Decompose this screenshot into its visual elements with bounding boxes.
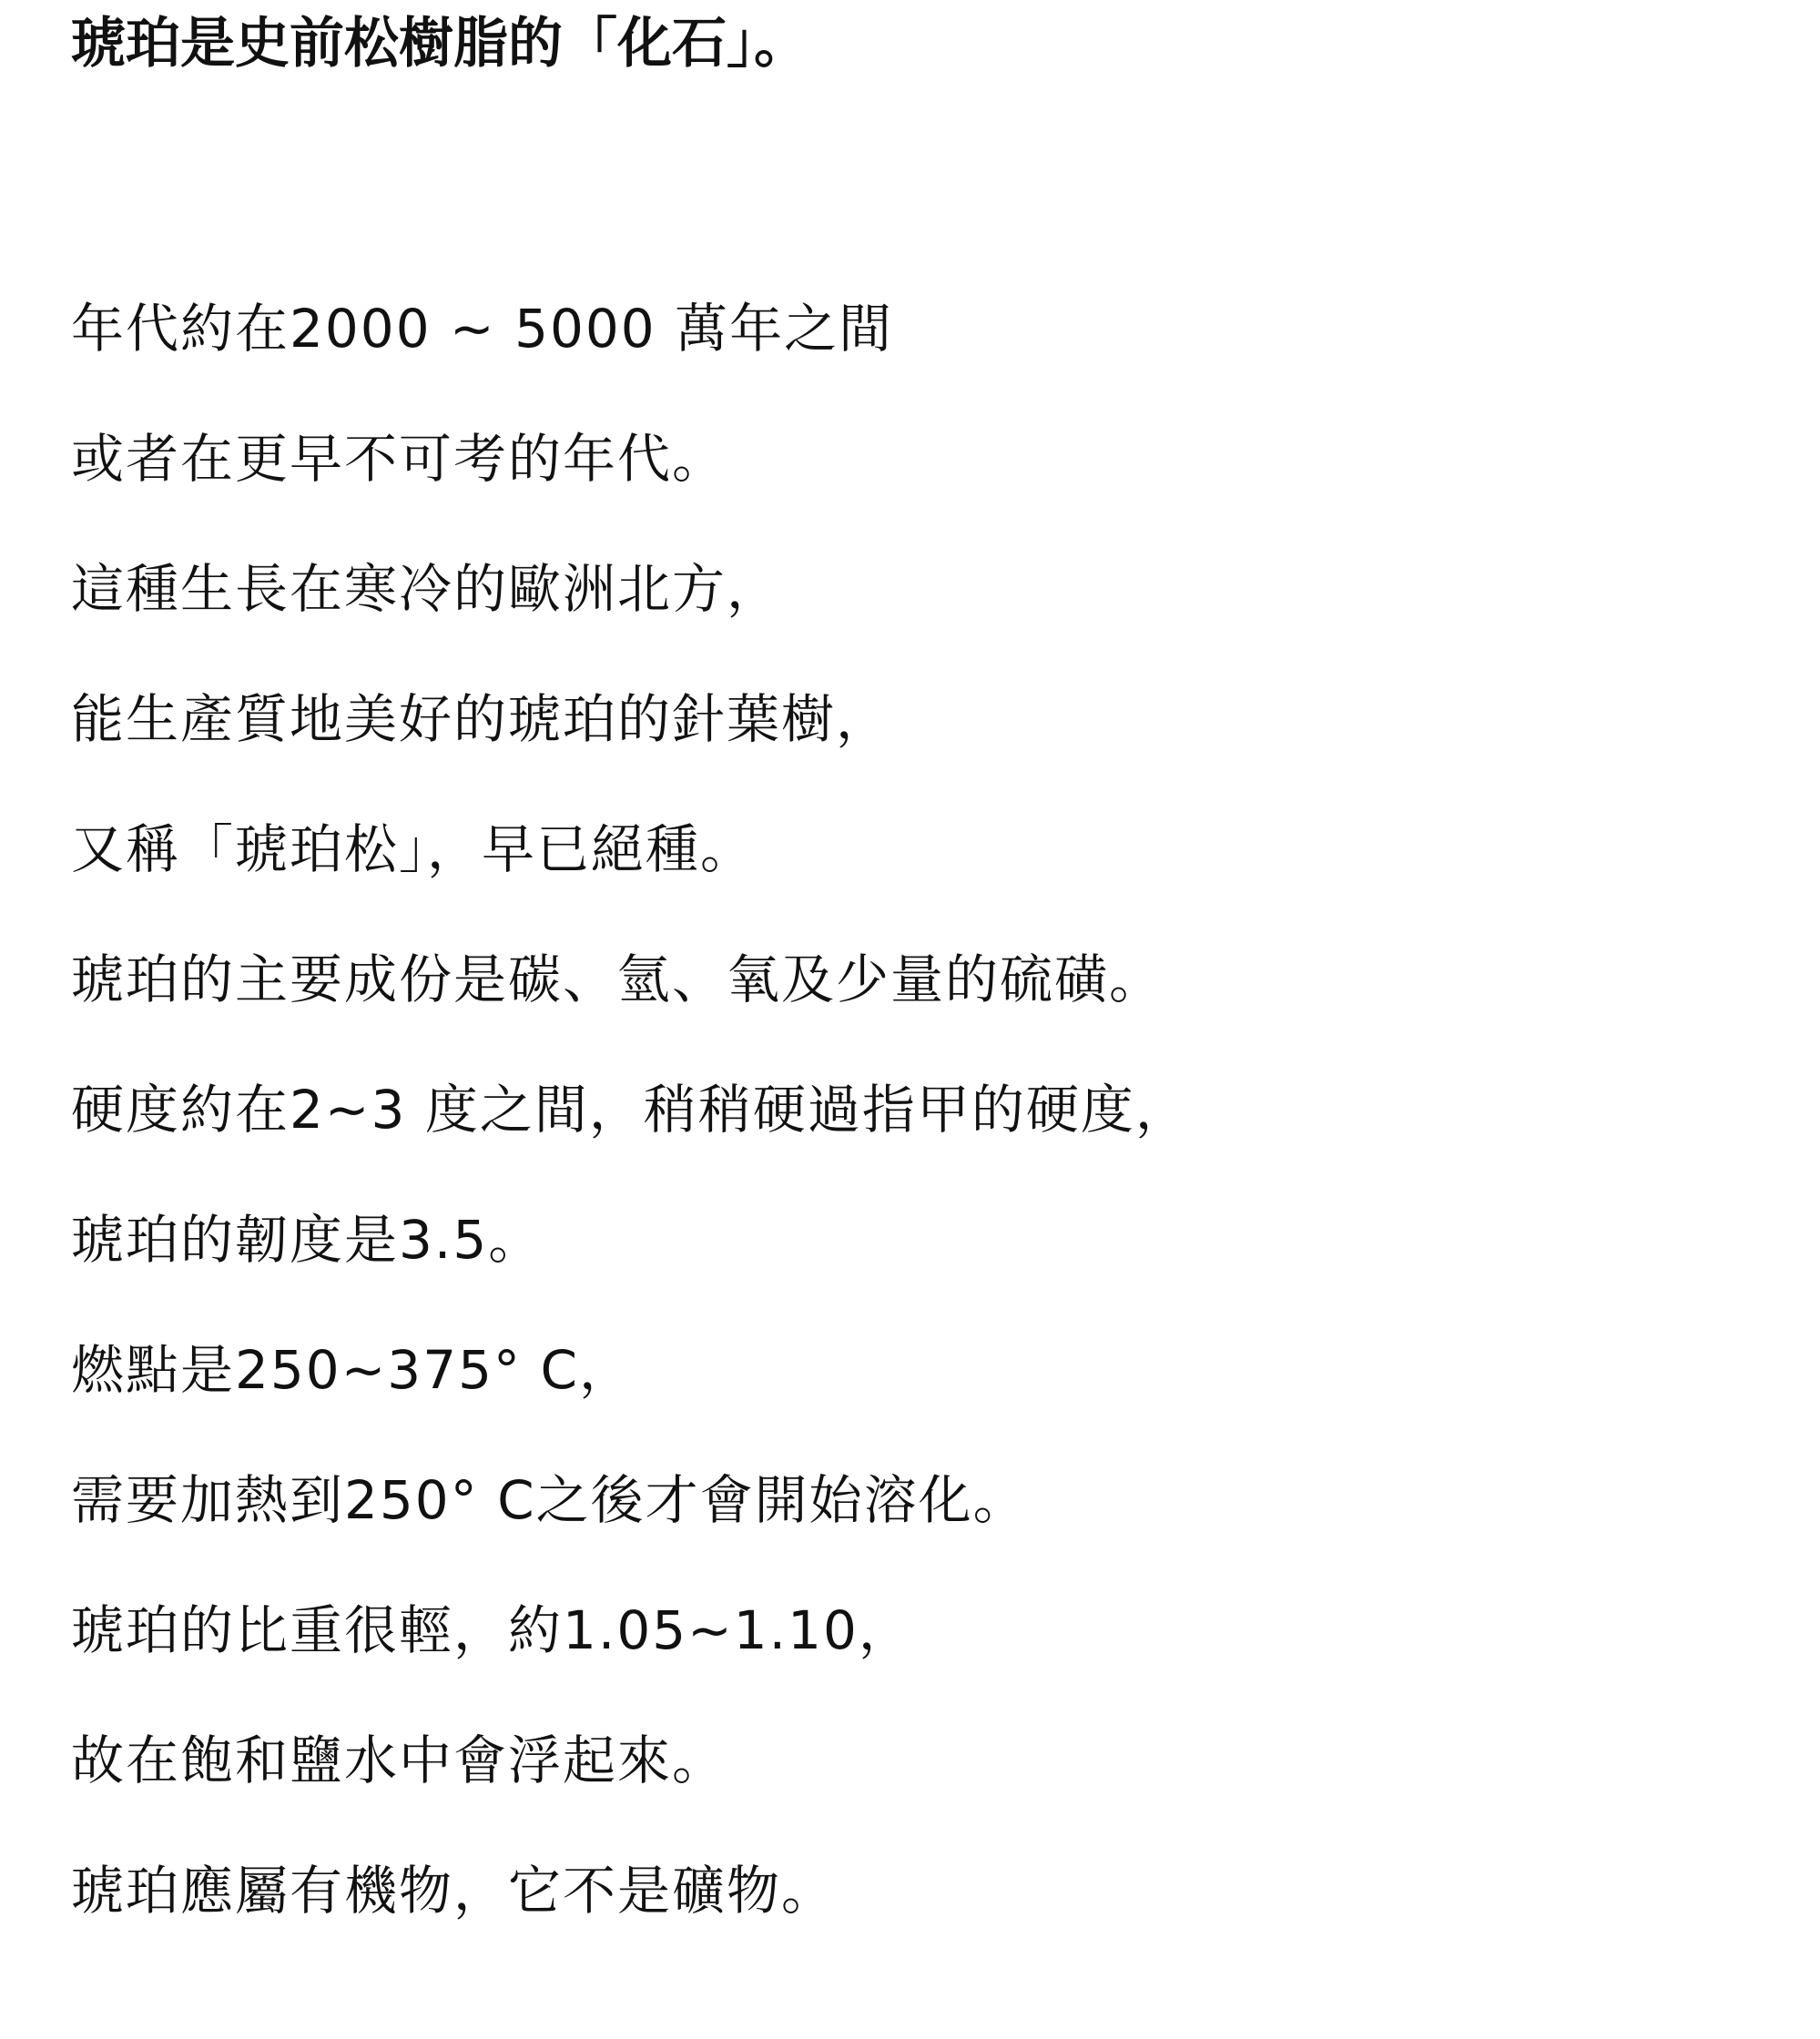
text-line: 年代約在2000 ~ 5000 萬年之間 (71, 298, 894, 360)
text-line: 又稱「琥珀松」，早已絕種。 (71, 818, 756, 880)
text-line: 故在飽和鹽水中會浮起來。 (71, 1730, 727, 1791)
text-lines (71, 264, 1190, 1956)
text-line: 琥珀的主要成份是碳、氫、氧及少量的硫磺。 (71, 948, 1164, 1010)
text-line: 這種生長在寒冷的歐洲北方， (71, 558, 782, 620)
text-line: 需要加熱到250° C之後才會開始溶化。 (71, 1469, 1028, 1531)
text-line: 或者在更早不可考的年代。 (71, 428, 727, 490)
text-line: 琥珀的比重很輕，約1.05~1.10， (71, 1599, 913, 1661)
text-line: 能生產質地美好的琥珀的針葉樹， (71, 688, 891, 750)
text-line: 琥珀應屬有機物，它不是礦物。 (71, 1860, 837, 1922)
text-line: 燃點是250~375° C， (71, 1339, 634, 1401)
text-line: 琥珀的韌度是3.5。 (71, 1209, 544, 1271)
document-title: 琥珀是史前松樹脂的「化石」。 (71, 12, 808, 76)
text-line: 硬度約在2~3 度之間，稍稍硬過指甲的硬度， (71, 1079, 1190, 1141)
